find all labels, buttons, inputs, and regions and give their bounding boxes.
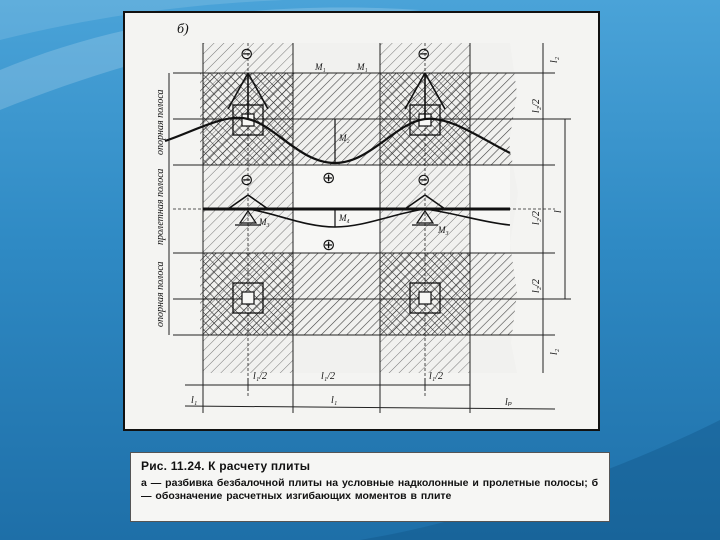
dim-bottom-l1-half-1: l₁/2 [253,371,268,382]
dim-right-l2-half-2: l₂/2 [531,210,542,225]
plus-sign-2: ⊕ [322,235,336,254]
plus-sign-1: ⊕ [322,168,336,187]
minus-sign-3: ⊖ [240,170,254,189]
caption-title: Рис. 11.24. К расчету плиты [141,459,311,473]
strip-label-support-top: опорная полоса [155,89,166,155]
dim-bottom-l1-half-3: l₁/2 [429,371,444,382]
figure-caption [130,452,610,522]
panel-label: б) [177,22,189,37]
dim-bottom-l1-half-2: l₁/2 [321,371,336,382]
dim-bottom-l1-left: l₁ [191,395,198,406]
dim-right-l2: l₂ [549,56,560,63]
dim-right-l2-bottom: l₂ [549,348,560,355]
minus-sign-4: ⊖ [417,170,431,189]
dim-bottom-lp: lₚ [505,397,512,408]
moment-m1-a: M₁ [315,62,326,72]
minus-sign-1: ⊖ [240,44,254,63]
moment-m2: M₂ [339,133,350,143]
moment-m3-a: M₃ [259,217,270,227]
dim-bottom-l1-mid: l₁ [331,395,338,406]
moment-m4: M₄ [339,213,350,223]
caption-body: а — разбивка безбалочной плиты на условные надколонные и пролетные полосы; б — обозначение расчетных изгибающих моментов в плите [141,477,599,502]
dim-right-l: l [553,210,564,213]
dim-right-l2-half-1: l₂/2 [531,98,542,113]
strip-label-span: пролетная полоса [155,168,166,245]
strip-label-support-bottom: опорная полоса [155,261,166,327]
figure-scan [123,11,600,431]
dim-right-l2-half-3: l₂/2 [531,278,542,293]
moment-m1-b: M₁ [357,62,368,72]
moment-m3-b: M₃ [438,225,449,235]
minus-sign-2: ⊖ [417,44,431,63]
slab-diagram [125,13,598,429]
